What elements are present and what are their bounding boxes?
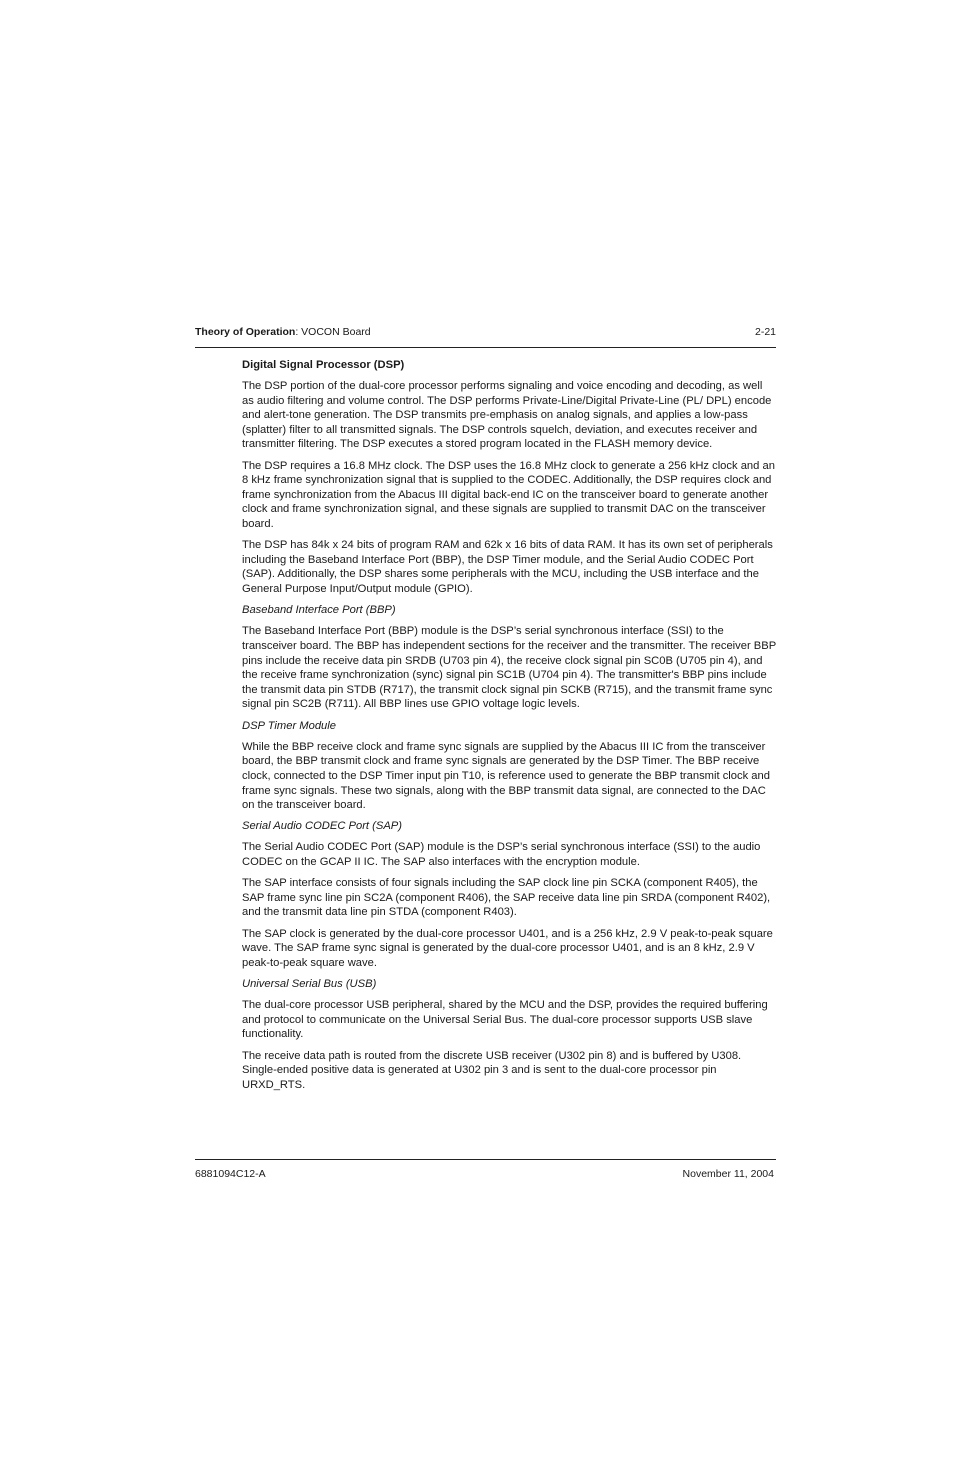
document-number: 6881094C12-A — [195, 1168, 266, 1180]
subheading-bbp: Baseband Interface Port (BBP) — [242, 604, 396, 617]
paragraph-sap-signals: The SAP interface consists of four signals including the SAP clock line pin SCKA (component R405), the SAP frame sync line pin SC2A (component R406), the SAP receive data line pin SRDA (component R402), and the transmit data line pin STDA (component R403). — [242, 877, 771, 919]
paragraph-usb-receive: The receive data path is routed from the discrete USB receiver (U302 pin 8) and is buffered by U308. Single-ended positive data is generated at U302 pin 3 and is sent to the dual-core processor pin URXD_RTS. — [242, 1049, 742, 1091]
document-date: November 11, 2004 — [682, 1168, 774, 1180]
section-heading: Digital Signal Processor (DSP) — [242, 359, 405, 371]
subheading-dsp-timer: DSP Timer Module — [242, 719, 336, 732]
header-title — [195, 326, 371, 338]
paragraph-dsp-timer: While the BBP receive clock and frame sync signals are supplied by the Abacus III IC from the transceiver board, the BBP transmit clock and frame sync signals are generated by the DSP Timer. The BBP receive clock, connected to the DSP Timer input pin T10, is reference used to generate the BBP transmit clock and frame sync signals. These two signals, along with the BBP transmit data signal, are connected to the DAC on the transceiver board. — [242, 740, 770, 812]
header-subtitle: : VOCON Board — [295, 326, 371, 338]
paragraph-sap-clock: The SAP clock is generated by the dual-core processor U401, and is a 256 kHz, 2.9 V peak-to-peak square wave. The SAP frame sync signal is generated by the dual-core processor U401, and is an 8 kHz, 2.9 V peak-to-peak square wave. — [242, 927, 773, 969]
page-number: 2-21 — [754, 326, 776, 338]
paragraph-sap-intro: The Serial Audio CODEC Port (SAP) module is the DSP’s serial synchronous interface (SSI) to the audio CODEC on the GCAP II IC. The SAP also interfaces with the encryption module. — [242, 841, 761, 869]
paragraph-dsp-memory: The DSP has 84k x 24 bits of program RAM and 62k x 16 bits of data RAM. It has its own set of peripherals including the Baseband Interface Port (BBP), the DSP Timer module, and the Serial Audio CODEC Port (SAP). Additionally, the DSP shares some peripherals with the MCU, including the USB interface and the General Purpose Input/Output module (GPIO). — [242, 539, 773, 595]
paragraph-bbp: The Baseband Interface Port (BBP) module is the DSP’s serial synchronous interface (SSI) to the transceiver board. The BBP has independent sections for the receiver and the transmitter. The receiver BBP pins include the receive data pin SRDB (U703 pin 4), the receive clock signal pin SC0B (U705 pin 4), and the receive frame synchronization (sync) signal pin SC1B (U704 pin 4). The transmitter's BBP pins include the transmit data pin STDB (R717), the transmit clock signal pin SCKB (R715), and the transmit frame sync signal pin SC2B (R711). All BBP lines use GPIO voltage logic levels. — [242, 625, 776, 711]
paragraph-usb-intro: The dual-core processor USB peripheral, shared by the MCU and the DSP, provides the required buffering and protocol to communicate on the Universal Serial Bus. The dual-core processor supports USB slave functionality. — [242, 999, 768, 1041]
page-header — [195, 325, 776, 348]
paragraph-dsp-clock: The DSP requires a 16.8 MHz clock. The DSP uses the 16.8 MHz clock to generate a 256 kHz clock and an 8 kHz frame synchronization signal that is supplied to the CODEC. Additionally, the DSP requires clock and frame synchronization from the Abacus III digital back-end IC on the transceiver board to generate another clock and frame synchronization signal, and these signals are supplied to transmit DAC on the transceiver board. — [242, 459, 775, 531]
paragraph-dsp-overview: The DSP portion of the dual-core processor performs signaling and voice encoding and decoding, as well as audio filtering and volume control. The DSP performs Private-Line/Digital Private-Line (PL/ DPL) encode and alert-tone generation. The DSP transmits pre-emphasis on analog signals, and applies a low-pass (splatter) filter to all transmitted signals. The DSP controls squelch, deviation, and executes receiver and transmitter filtering. The DSP executes a stored program located in the FLASH memory device. — [242, 380, 772, 451]
page-footer — [195, 1159, 776, 1184]
subheading-sap: Serial Audio CODEC Port (SAP) — [242, 820, 402, 833]
header-section: Theory of Operation — [195, 326, 296, 338]
page-body — [242, 358, 776, 1099]
subheading-usb: Universal Serial Bus (USB) — [242, 978, 377, 990]
